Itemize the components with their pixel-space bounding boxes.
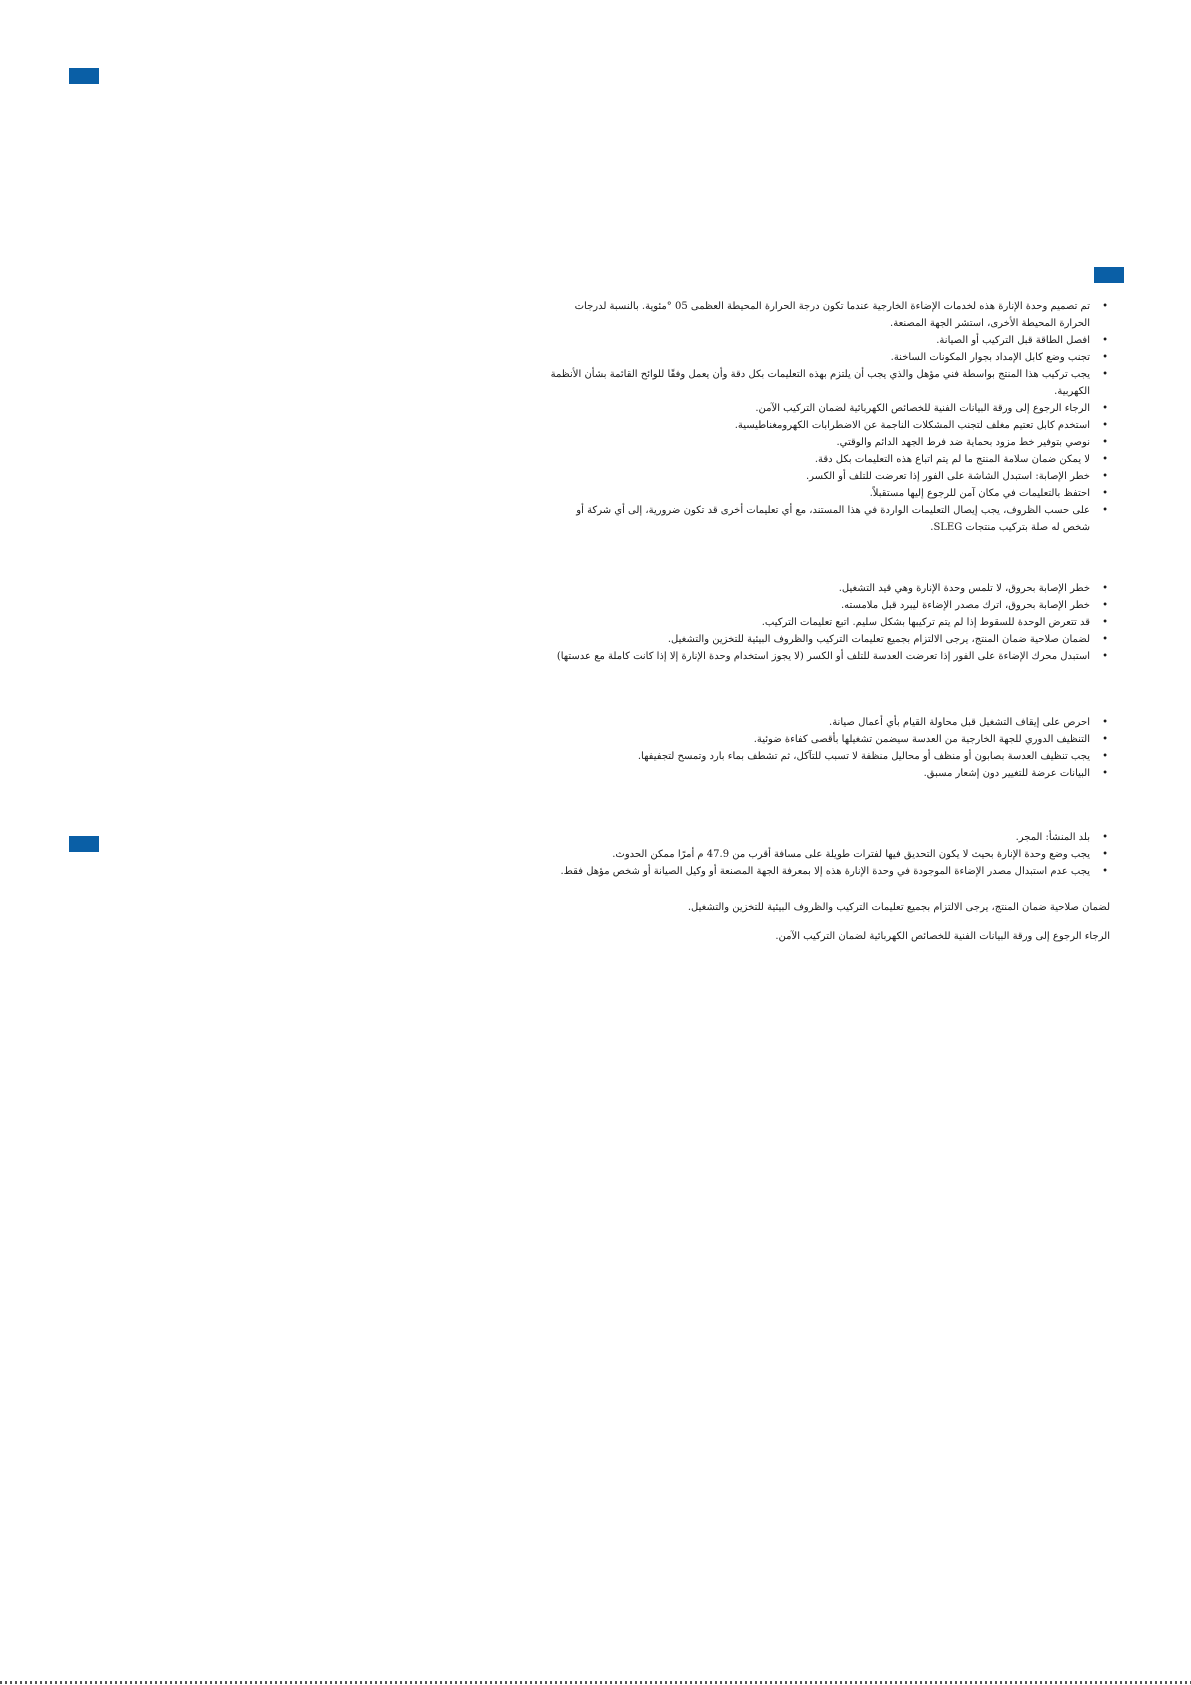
- list-item: • يجب تنظيف العدسة بصابون أو منظف أو محاليل منظفة لا تسبب للتآكل، ثم تشطف بماء بارد وتمسح لتجفيفها.: [550, 748, 1110, 765]
- list-item: • قد تتعرض الوحدة للسقوط إذا لم يتم تركيبها بشكل سليم. اتبع تعليمات التركيب.: [550, 614, 1110, 631]
- bullet-icon: •: [1102, 583, 1108, 594]
- list-item: • خطر الإصابة بحروق، اترك مصدر الإضاءة ليبرد قبل ملامسته.: [550, 597, 1110, 614]
- bullet-icon: •: [1102, 849, 1108, 860]
- bullet-icon: •: [1102, 301, 1108, 312]
- list-item: • تجنب وضع كابل الإمداد بجوار المكونات الساخنة.: [550, 349, 1110, 366]
- list-item: • الرجاء الرجوع إلى ورقة البيانات الفنية للخصائص الكهربائية لضمان التركيب الآمن.: [550, 400, 1110, 417]
- bullet-icon: •: [1102, 768, 1108, 779]
- list-item: • البيانات عرضة للتغيير دون إشعار مسبق.: [550, 765, 1110, 782]
- section-marker: [1094, 267, 1124, 283]
- bullet-icon: •: [1102, 437, 1108, 448]
- bullet-icon: •: [1102, 600, 1108, 611]
- list-item: • احرص على إيقاف التشغيل قبل محاولة القيام بأي أعمال صيانة.: [550, 714, 1110, 731]
- bullet-icon: •: [1102, 335, 1108, 346]
- bullet-icon: •: [1102, 505, 1108, 516]
- general-info-list: [550, 829, 1110, 880]
- list-item: • بلد المنشأ: المجر.: [550, 829, 1110, 846]
- warranty-paragraph: لضمان صلاحية ضمان المنتج، يرجى الالتزام بجميع تعليمات التركيب والظروف البيئية للتخزين والتشغيل.: [687, 902, 1110, 913]
- burn-hazard-list: [550, 580, 1110, 665]
- datasheet-paragraph: الرجاء الرجوع إلى ورقة البيانات الفنية للخصائص الكهربائية لضمان التركيب الآمن.: [775, 931, 1110, 942]
- list-item: • نوصي بتوفير خط مزود بحماية ضد فرط الجهد الدائم والوقتي.: [550, 434, 1110, 451]
- list-item: • خطر الإصابة: استبدل الشاشة على الفور إذا تعرضت للتلف أو الكسر.: [550, 468, 1110, 485]
- maintenance-list: [550, 714, 1110, 782]
- safety-instructions-list: [550, 298, 1110, 536]
- list-item: • احتفظ بالتعليمات في مكان آمن للرجوع إليها مستقبلاً.: [550, 485, 1110, 502]
- list-item: • افصل الطاقة قبل التركيب أو الصيانة.: [550, 332, 1110, 349]
- bullet-icon: •: [1102, 488, 1108, 499]
- bullet-icon: •: [1102, 717, 1108, 728]
- section-marker: [69, 68, 99, 84]
- list-item: • على حسب الظروف، يجب إيصال التعليمات الواردة في هذا المستند، مع أي تعليمات أخرى قد تكون ضرورية، إلى أي شركة أو شخص له صلة بتركيب منتجات SLEG.: [550, 502, 1110, 536]
- bullet-icon: •: [1102, 751, 1108, 762]
- bullet-icon: •: [1102, 403, 1108, 414]
- list-item: • خطر الإصابة بحروق، لا تلمس وحدة الإنارة وهي قيد التشغيل.: [550, 580, 1110, 597]
- section-marker: [69, 836, 99, 852]
- bullet-icon: •: [1102, 651, 1108, 662]
- bullet-icon: •: [1102, 369, 1108, 380]
- bullet-icon: •: [1102, 634, 1108, 645]
- list-item: • استبدل محرك الإضاءة على الفور إذا تعرضت العدسة للتلف أو الكسر (لا يجوز استخدام وحدة الإنارة إلا إذا كانت كاملة مع عدستها): [550, 648, 1110, 665]
- bullet-icon: •: [1102, 420, 1108, 431]
- bullet-icon: •: [1102, 471, 1108, 482]
- page-bottom-rule: [0, 1681, 1191, 1684]
- list-item: • التنظيف الدوري للجهة الخارجية من العدسة سيضمن تشغيلها بأقصى كفاءة ضوئية.: [550, 731, 1110, 748]
- bullet-icon: •: [1102, 352, 1108, 363]
- list-item: • يجب عدم استبدال مصدر الإضاءة الموجودة في وحدة الإنارة هذه إلا بمعرفة الجهة المصنعة أو وكيل الصيانة أو شخص مؤهل فقط.: [550, 863, 1110, 880]
- list-item: • تم تصميم وحدة الإنارة هذه لخدمات الإضاءة الخارجية عندما تكون درجة الحرارة المحيطة العظمى 05 °مئوية. بالنسبة لدرجات الحرارة المحيطة الأخرى، استشر الجهة المصنعة.: [550, 298, 1110, 332]
- list-item: • يجب تركيب هذا المنتج بواسطة فني مؤهل والذي يجب أن يلتزم بهذه التعليمات بكل دقة وأن يعمل وفقًا للوائح القائمة بشأن الأنظمة الكهربية.: [550, 366, 1110, 400]
- bullet-icon: •: [1102, 866, 1108, 877]
- list-item: • استخدم كابل تعتيم مغلف لتجنب المشكلات الناجمة عن الاضطرابات الكهرومغناطيسية.: [550, 417, 1110, 434]
- list-item: • لضمان صلاحية ضمان المنتج، يرجى الالتزام بجميع تعليمات التركيب والظروف البيئية للتخزين والتشغيل.: [550, 631, 1110, 648]
- list-item: • لا يمكن ضمان سلامة المنتج ما لم يتم اتباع هذه التعليمات بكل دقة.: [550, 451, 1110, 468]
- list-item: • يجب وضع وحدة الإنارة بحيث لا يكون التحديق فيها لفترات طويلة على مسافة أقرب من 47.9 م أمرًا ممكن الحدوث.: [550, 846, 1110, 863]
- bullet-icon: •: [1102, 832, 1108, 843]
- bullet-icon: •: [1102, 454, 1108, 465]
- bullet-icon: •: [1102, 617, 1108, 628]
- bullet-icon: •: [1102, 734, 1108, 745]
